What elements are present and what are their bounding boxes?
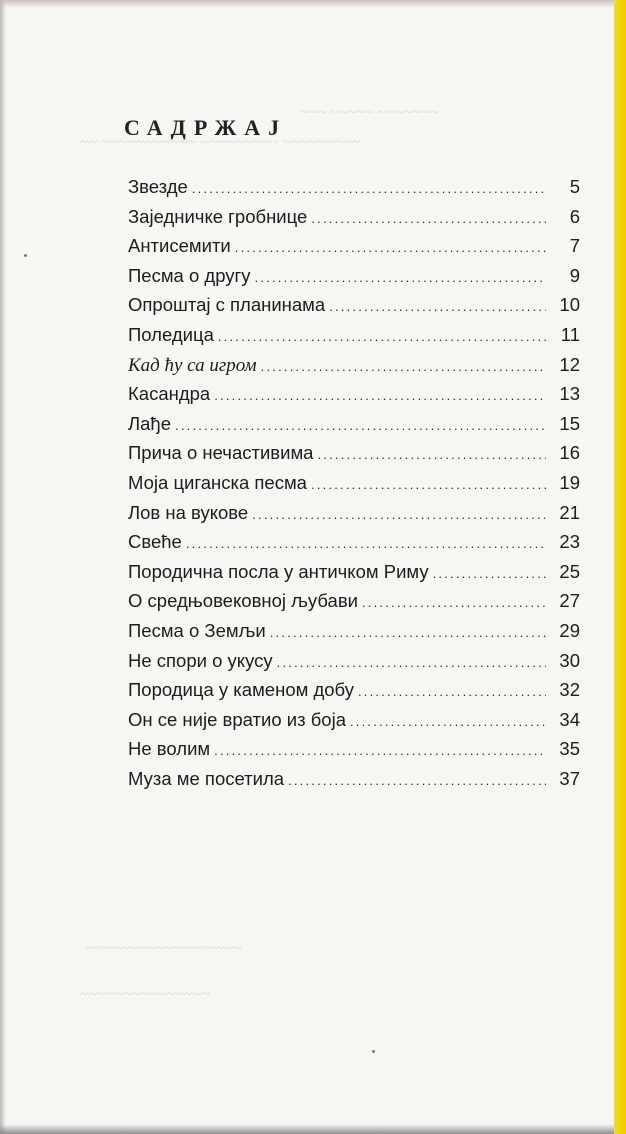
toc-entry	[128, 206, 580, 236]
toc-entry	[128, 235, 580, 265]
toc-entry-page-number: 32	[559, 679, 580, 701]
toc-entry-title: Моја циганска песма	[128, 471, 307, 493]
show-through-text: ~~~~~~~~~~~~~~~	[80, 986, 210, 1003]
dot-leader	[433, 566, 546, 581]
dot-leader	[277, 655, 546, 670]
toc-entry-title: Песма о Земљи	[128, 619, 266, 641]
toc-entry	[128, 768, 580, 798]
toc-entry	[128, 383, 580, 413]
toc-entry-title: Звезде	[128, 176, 188, 197]
toc-entry-title: Свеће	[128, 531, 182, 553]
toc-entry-title: Касандра	[128, 383, 211, 405]
toc-entry	[128, 709, 580, 739]
toc-entry-title: Породица у каменом добу	[128, 679, 354, 701]
toc-entry-page-number: 27	[559, 590, 580, 612]
toc-entry	[128, 324, 580, 354]
paper-speck	[372, 1050, 375, 1053]
toc-entry	[128, 442, 580, 472]
toc-entry	[128, 472, 580, 502]
page-title: САДРЖАЈ	[124, 114, 288, 140]
toc-entry-title: Кад ћу са игром	[128, 354, 257, 376]
toc-entry	[128, 413, 580, 443]
toc-entry-page-number: 7	[569, 235, 580, 257]
paper-speck	[24, 254, 27, 257]
toc-entry-title: Не спори о укусу	[128, 649, 273, 671]
toc-entry-title: О средњовековној љубави	[128, 590, 358, 612]
toc-entry	[128, 590, 580, 620]
toc-entry-page-number: 34	[559, 708, 580, 730]
toc-entry-page-number: 29	[559, 619, 580, 641]
toc-entry-title: Он се није вратио из боја	[128, 708, 346, 730]
dot-leader	[186, 536, 546, 551]
show-through-text: ~~ ~~~~~~~~~~~ ~~~~~~~~~ ~~~~~~~~~	[80, 134, 361, 151]
toc-entry-title: Поледица	[128, 323, 214, 345]
bottom-edge-shadow	[0, 1124, 614, 1134]
dot-leader	[218, 329, 546, 344]
dot-leader	[214, 743, 546, 758]
dot-leader	[311, 477, 546, 492]
dot-leader	[362, 595, 546, 610]
toc-entry	[128, 265, 580, 295]
top-edge-shadow	[0, 0, 614, 8]
toc-entry-page-number: 6	[569, 205, 580, 227]
dot-leader	[311, 211, 546, 226]
toc-entry	[128, 561, 580, 591]
toc-entry-page-number: 10	[559, 294, 580, 316]
dot-leader	[235, 240, 546, 255]
toc-entry-page-number: 12	[559, 353, 580, 375]
toc-entry-page-number: 30	[559, 649, 580, 671]
toc-entry-page-number: 13	[559, 383, 580, 405]
toc-entry-page-number: 16	[559, 442, 580, 464]
dot-leader	[255, 270, 546, 285]
dot-leader	[350, 714, 546, 729]
toc-entry-page-number: 15	[559, 412, 580, 434]
dot-leader	[261, 359, 546, 374]
toc-entry-title: Заједничке гробнице	[128, 205, 308, 227]
dot-leader	[288, 773, 546, 788]
toc-entry	[128, 502, 580, 532]
toc-entry-title: Лађе	[128, 412, 172, 434]
dot-leader	[317, 447, 546, 462]
toc-entry-page-number: 11	[560, 323, 580, 345]
table-of-contents	[128, 176, 580, 797]
show-through-text: ~~~ ~~~~~ ~~~~~~~	[300, 104, 438, 121]
toc-entry-page-number: 9	[569, 264, 580, 286]
dot-leader	[329, 299, 546, 314]
toc-entry	[128, 531, 580, 561]
toc-entry-title: Прича о нечастивима	[128, 442, 314, 464]
toc-entry-page-number: 35	[559, 738, 580, 760]
toc-entry-page-number: 25	[559, 560, 580, 582]
toc-entry-title: Не волим	[128, 738, 211, 760]
toc-entry-title: Опроштај с планинама	[128, 294, 326, 316]
toc-entry-title: Песма о другу	[128, 264, 251, 286]
toc-entry	[128, 679, 580, 709]
toc-entry-page-number: 23	[559, 531, 580, 553]
toc-entry	[128, 620, 580, 650]
toc-entry-title: Породична посла у античком Риму	[128, 560, 429, 582]
show-through-text: ~~~~~~~~~~~~~~~~~~	[86, 940, 242, 957]
toc-entry-page-number: 5	[569, 176, 580, 197]
toc-entry-page-number: 21	[559, 501, 580, 523]
toc-entry	[128, 650, 580, 680]
left-edge-shadow	[0, 0, 6, 1134]
dot-leader	[358, 684, 546, 699]
toc-entry-title: Лов на вукове	[128, 501, 249, 523]
toc-entry	[128, 354, 580, 384]
toc-entry	[128, 294, 580, 324]
toc-entry-title: Муза ме посетила	[128, 767, 285, 789]
cover-edge	[614, 0, 626, 1134]
toc-entry	[128, 738, 580, 768]
dot-leader	[175, 418, 546, 433]
toc-entry	[128, 176, 580, 206]
dot-leader	[214, 388, 546, 403]
toc-entry-title: Антисемити	[128, 235, 231, 257]
dot-leader	[252, 507, 546, 522]
dot-leader	[270, 625, 546, 640]
toc-entry-page-number: 19	[559, 471, 580, 493]
dot-leader	[192, 181, 546, 196]
toc-entry-page-number: 37	[559, 767, 580, 789]
